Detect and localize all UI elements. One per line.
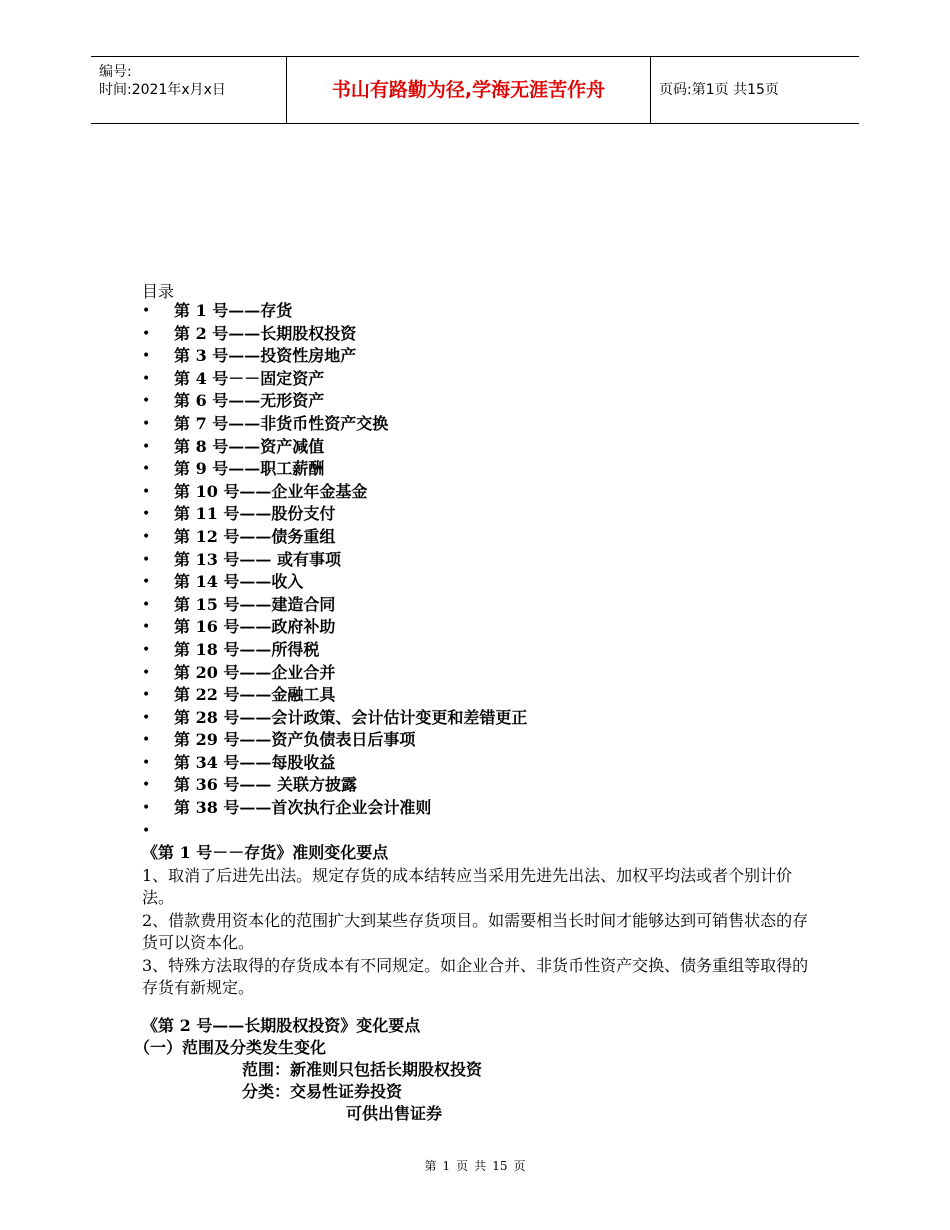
toc-item — [142, 503, 527, 526]
bullet-icon: • — [142, 483, 151, 500]
bullet-icon: • — [142, 641, 151, 658]
bullet-icon: • — [142, 574, 151, 591]
toc-item — [142, 616, 527, 639]
toc-item-label: 第 18 号——所得税 — [174, 639, 320, 659]
section-1-paragraph-1: 1、取消了后进先出法。规定存货的成本结转应当采用先进先出法、加权平均法或者个别计价法。 — [142, 865, 793, 907]
toc-item-label: 第 12 号——债务重组 — [174, 526, 336, 546]
toc-item — [142, 526, 527, 549]
toc-item-label: 第 9 号——职工薪酬 — [174, 459, 325, 479]
toc-item — [142, 481, 527, 504]
toc-item — [142, 323, 527, 346]
toc-item-label: 第 15 号——建造合同 — [174, 594, 336, 614]
bullet-icon: • — [142, 303, 151, 319]
bullet-icon: • — [142, 370, 151, 387]
toc-item — [142, 639, 527, 662]
toc-item — [142, 368, 527, 391]
bullet-icon: • — [142, 800, 151, 817]
toc-item-label: 第 20 号——企业合并 — [174, 662, 336, 682]
toc-item-label: 第 11 号——股份支付 — [174, 504, 336, 524]
bullet-icon: • — [142, 461, 151, 478]
toc-item-label: 第 2 号——长期股权投资 — [174, 323, 357, 343]
toc-item-label: 第 14 号——收入 — [174, 572, 304, 592]
toc-item — [142, 752, 527, 775]
toc-item — [142, 662, 527, 685]
section-2-subheading: （一）范围及分类发生变化 — [134, 1038, 327, 1057]
toc-item — [142, 820, 527, 843]
bullet-icon: • — [142, 551, 151, 568]
bullet-icon: • — [142, 596, 151, 613]
toc-item-label: 第 38 号——首次执行企业会计准则 — [174, 798, 432, 818]
toc-item — [142, 458, 527, 481]
footer-page-number: 1 — [442, 1159, 451, 1173]
toc-item-label: 第 7 号——非货币性资产交换 — [174, 413, 389, 433]
toc-item-label: 第 28 号——会计政策、会计估计变更和差错更正 — [174, 707, 528, 727]
toc-item — [142, 300, 527, 323]
footer-ye-2: 页 — [513, 1159, 526, 1173]
footer-gong: 共 — [474, 1159, 487, 1173]
page-footer — [0, 1157, 950, 1174]
toc-title: 目录 — [142, 282, 175, 301]
footer-ye: 页 — [456, 1159, 469, 1173]
toc-item — [142, 729, 527, 752]
header-page-info: 页码:第1页 共15页 — [659, 82, 779, 98]
bullet-icon: • — [142, 619, 151, 636]
toc-list — [142, 300, 527, 842]
section-2-classification-2: 可供出售证券 — [346, 1104, 443, 1123]
toc-item — [142, 413, 527, 436]
toc-item — [142, 774, 527, 797]
header-left-cell — [91, 57, 286, 123]
bullet-icon: • — [142, 687, 151, 704]
bullet-icon: • — [142, 415, 151, 432]
toc-item-label: 第 34 号——每股收益 — [174, 752, 336, 772]
document-number-label: 编号: — [99, 64, 132, 80]
document-time-label: 时间:2021年x月x日 — [99, 82, 226, 98]
toc-item-label: 第 3 号——投资性房地产 — [174, 346, 357, 366]
footer-di: 第 — [424, 1159, 437, 1173]
toc-item-label: 第 13 号—— 或有事项 — [174, 549, 341, 569]
toc-item — [142, 549, 527, 572]
toc-item-label: 第 22 号——金融工具 — [174, 685, 336, 705]
toc-item — [142, 390, 527, 413]
bullet-icon: • — [142, 822, 151, 839]
section-2-scope: 范围：新准则只包括长期股权投资 — [242, 1060, 483, 1079]
section-1-heading: 《第 1 号－－存货》准则变化要点 — [142, 843, 389, 862]
bullet-icon: • — [142, 709, 151, 726]
bullet-icon: • — [142, 393, 151, 410]
section-1-paragraph-3: 3、特殊方法取得的存货成本有不同规定。如企业合并、非货币性资产交换、债务重组等取得的存货有新规定。 — [142, 955, 809, 997]
toc-item-label: 第 10 号——企业年金基金 — [174, 481, 368, 501]
bullet-icon: • — [142, 754, 151, 771]
toc-item — [142, 436, 527, 459]
bullet-icon: • — [142, 438, 151, 455]
toc-item — [142, 594, 527, 617]
toc-item — [142, 797, 527, 820]
bullet-icon: • — [142, 348, 151, 365]
toc-item-label: 第 4 号－－固定资产 — [174, 368, 325, 388]
toc-item — [142, 345, 527, 368]
section-1 — [142, 842, 822, 1000]
bullet-icon: • — [142, 325, 151, 342]
toc-item-label: 第 29 号——资产负债表日后事项 — [174, 730, 416, 750]
header-motto: 书山有路勤为径,学海无涯苦作舟 — [286, 57, 651, 123]
page-header — [91, 56, 859, 124]
bullet-icon: • — [142, 528, 151, 545]
footer-total-pages: 15 — [492, 1159, 508, 1173]
toc-item — [142, 571, 527, 594]
section-2-classification: 分类：交易性证券投资 — [242, 1082, 403, 1101]
toc-item-label: 第 16 号——政府补助 — [174, 617, 336, 637]
toc-item — [142, 707, 527, 730]
bullet-icon: • — [142, 732, 151, 749]
toc-item — [142, 684, 527, 707]
toc-item-label: 第 8 号——资产减值 — [174, 436, 325, 456]
toc-item-label: 第 6 号——无形资产 — [174, 391, 325, 411]
bullet-icon: • — [142, 664, 151, 681]
section-2-heading: 《第 2 号——长期股权投资》变化要点 — [142, 1016, 421, 1035]
bullet-icon: • — [142, 777, 151, 794]
bullet-icon: • — [142, 506, 151, 523]
toc-item-label: 第 1 号——存货 — [174, 301, 293, 320]
section-1-paragraph-2: 2、借款费用资本化的范围扩大到某些存货项目。如需要相当长时间才能够达到可销售状态的存货可以资本化。 — [142, 910, 809, 952]
toc-item-label: 第 36 号—— 关联方披露 — [174, 775, 357, 795]
